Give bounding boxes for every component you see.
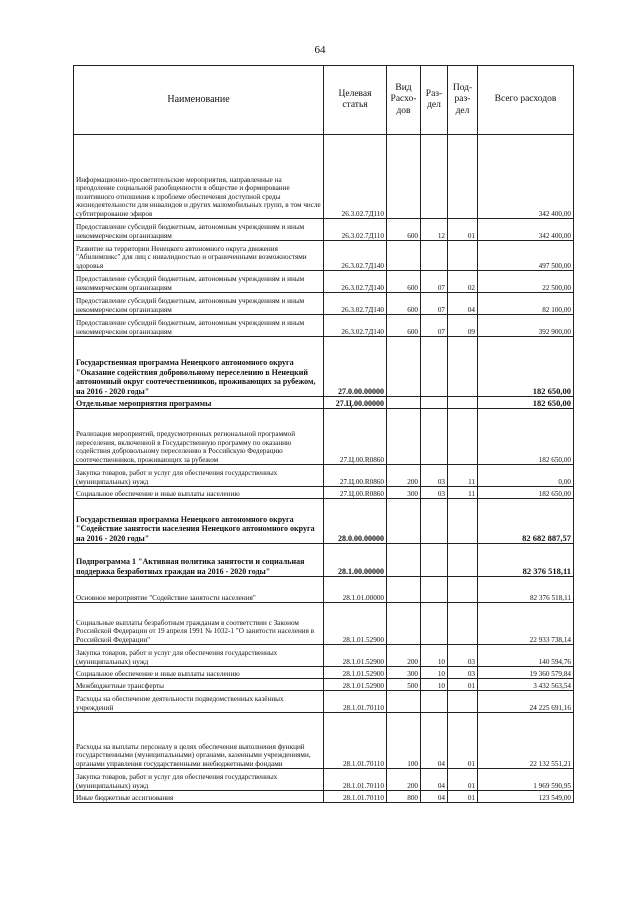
row-name: Закупка товаров, работ и услуг для обеспечения государственных (муниципальных) нужд [74, 465, 324, 487]
row-name: Закупка товаров, работ и услуг для обеспечения государственных (муниципальных) нужд [74, 645, 324, 667]
row-expense-type [387, 603, 421, 645]
row-expense-type: 600 [387, 271, 421, 293]
row-section: 07 [421, 315, 448, 337]
table-row [74, 691, 574, 713]
row-subsection [448, 603, 478, 645]
row-target-code: 28.1.01.00000 [324, 577, 387, 603]
table-row [74, 791, 574, 803]
row-section: 12 [421, 219, 448, 241]
row-target-code: 28.0.00.00000 [324, 499, 387, 544]
table-row [74, 679, 574, 691]
table-row [74, 409, 574, 465]
row-subsection [448, 409, 478, 465]
row-total: 82 376 518,11 [478, 544, 574, 577]
row-name: Расходы на обеспечение деятельности подведомственных казённых учреждений [74, 691, 324, 713]
row-subsection: 11 [448, 487, 478, 499]
row-target-code: 26.3.02.7Д110 [324, 135, 387, 219]
row-section: 07 [421, 293, 448, 315]
row-target-code: 26.3.02.7Д140 [324, 241, 387, 271]
row-expense-type [387, 397, 421, 409]
row-total: 19 360 579,84 [478, 667, 574, 679]
row-name: Отдельные мероприятия программы [74, 397, 324, 409]
header-target: Целевая статья [324, 66, 387, 135]
row-name: Предоставление субсидий бюджетным, автономным учреждениям и иным некоммерческим организациям [74, 315, 324, 337]
row-subsection [448, 499, 478, 544]
table-row [74, 465, 574, 487]
row-total: 22 500,00 [478, 271, 574, 293]
row-total: 182 650,00 [478, 337, 574, 397]
row-expense-type: 600 [387, 315, 421, 337]
table-row [74, 577, 574, 603]
table-row [74, 397, 574, 409]
row-target-code: 27.0.00.00000 [324, 337, 387, 397]
table-row [74, 487, 574, 499]
row-target-code: 27.Ц.00.00000 [324, 397, 387, 409]
row-subsection: 04 [448, 293, 478, 315]
header-total: Всего расходов [478, 66, 574, 135]
row-expense-type [387, 241, 421, 271]
row-section: 10 [421, 667, 448, 679]
row-subsection: 01 [448, 713, 478, 769]
row-total: 82 376 518,11 [478, 577, 574, 603]
row-subsection [448, 577, 478, 603]
row-total: 22 933 738,14 [478, 603, 574, 645]
row-total: 1 969 590,95 [478, 769, 574, 791]
row-target-code: 27.Ц.00.R0860 [324, 487, 387, 499]
row-target-code: 28.1.01.52900 [324, 645, 387, 667]
row-target-code: 26.3.02.7Д140 [324, 315, 387, 337]
row-subsection: 02 [448, 271, 478, 293]
row-subsection: 09 [448, 315, 478, 337]
row-total: 22 132 551,21 [478, 713, 574, 769]
row-subsection [448, 544, 478, 577]
row-section [421, 499, 448, 544]
row-target-code: 27.Ц.00.R0860 [324, 465, 387, 487]
row-total: 140 594,76 [478, 645, 574, 667]
row-expense-type [387, 577, 421, 603]
row-expense-type: 200 [387, 465, 421, 487]
row-total: 392 900,00 [478, 315, 574, 337]
row-subsection [448, 337, 478, 397]
table-body [74, 135, 574, 803]
row-target-code: 28.1.01.52900 [324, 679, 387, 691]
row-target-code: 28.1.01.52900 [324, 603, 387, 645]
row-target-code: 28.1.01.70110 [324, 691, 387, 713]
row-section: 04 [421, 713, 448, 769]
table-row [74, 499, 574, 544]
row-section [421, 544, 448, 577]
row-subsection [448, 241, 478, 271]
row-expense-type [387, 691, 421, 713]
row-name: Предоставление субсидий бюджетным, автономным учреждениям и иным некоммерческим организациям [74, 271, 324, 293]
row-name: Социальное обеспечение и иные выплаты населению [74, 487, 324, 499]
row-target-code: 26.3.02.7Д140 [324, 271, 387, 293]
row-name: Предоставление субсидий бюджетным, автономным учреждениям и иным некоммерческим организациям [74, 219, 324, 241]
header-section: Раз-дел [421, 66, 448, 135]
row-expense-type: 200 [387, 645, 421, 667]
row-section [421, 409, 448, 465]
row-name: Подпрограмма 1 "Активная политика занятости и социальная поддержка безработных граждан на 2016 - 2020 годы" [74, 544, 324, 577]
row-target-code: 28.1.01.52900 [324, 667, 387, 679]
row-section: 04 [421, 769, 448, 791]
table-row [74, 219, 574, 241]
row-subsection: 11 [448, 465, 478, 487]
row-name: Государственная программа Ненецкого автономного округа "Оказание содействия добровольному переселению в Ненецкий автономный округ соотечественников, проживающих за рубежом, на 2016 - 2020 годы" [74, 337, 324, 397]
header-subsection: Под-раз-дел [448, 66, 478, 135]
header-type: Вид Расхо-дов [387, 66, 421, 135]
row-target-code: 28.1.01.70110 [324, 769, 387, 791]
row-expense-type: 100 [387, 713, 421, 769]
row-target-code: 28.1.01.70110 [324, 713, 387, 769]
row-expense-type: 300 [387, 667, 421, 679]
table-row [74, 241, 574, 271]
row-name: Иные бюджетные ассигнования [74, 791, 324, 803]
row-target-code: 28.1.01.70110 [324, 791, 387, 803]
row-name: Социальные выплаты безработным гражданам в соответствии с Законом Российской Федерации от 19 апреля 1991 № 1032-1 "О занятости населения в Российской Федерации" [74, 603, 324, 645]
row-expense-type: 800 [387, 791, 421, 803]
table-row [74, 544, 574, 577]
row-section: 03 [421, 487, 448, 499]
row-expense-type [387, 499, 421, 544]
row-total: 182 650,00 [478, 397, 574, 409]
table-header-row [74, 66, 574, 135]
row-subsection [448, 691, 478, 713]
row-expense-type [387, 409, 421, 465]
row-total: 3 432 563,54 [478, 679, 574, 691]
row-name: Расходы на выплаты персоналу в целях обеспечения выполнения функций государственными (муниципальными) органами, казенными учреждениями, органами управления государственными внебюджетными фондами [74, 713, 324, 769]
table-row [74, 315, 574, 337]
row-expense-type [387, 337, 421, 397]
row-target-code: 26.3.02.7Д140 [324, 293, 387, 315]
budget-table [73, 65, 574, 803]
table-row [74, 293, 574, 315]
row-target-code: 28.1.00.00000 [324, 544, 387, 577]
row-subsection: 01 [448, 791, 478, 803]
row-expense-type: 300 [387, 487, 421, 499]
row-total: 82 682 887,57 [478, 499, 574, 544]
table-row [74, 713, 574, 769]
row-name: Государственная программа Ненецкого автономного округа "Содействие занятости населения Ненецкого автономного округа на 2016 - 2020 годы" [74, 499, 324, 544]
row-total: 82 100,00 [478, 293, 574, 315]
table-row [74, 645, 574, 667]
row-section [421, 577, 448, 603]
row-subsection: 01 [448, 219, 478, 241]
row-expense-type: 500 [387, 679, 421, 691]
table-row [74, 135, 574, 219]
row-section: 10 [421, 645, 448, 667]
row-total: 497 500,00 [478, 241, 574, 271]
row-section: 03 [421, 465, 448, 487]
row-expense-type [387, 544, 421, 577]
row-target-code: 27.Ц.00.R0860 [324, 409, 387, 465]
row-expense-type: 200 [387, 769, 421, 791]
row-total: 342 400,00 [478, 135, 574, 219]
row-name: Информационно-просветительские мероприятия, направленные на преодоление социальной разобщенности в обществе и формирование позитивного отношения к проблеме обеспечения доступной среды жизнедеятельности для инвалидов и других маломобильных групп, в том числе субтитрирование эфиров [74, 135, 324, 219]
page-number: 64 [314, 44, 326, 56]
row-name: Закупка товаров, работ и услуг для обеспечения государственных (муниципальных) нужд [74, 769, 324, 791]
row-name: Социальное обеспечение и иные выплаты населению [74, 667, 324, 679]
row-subsection [448, 397, 478, 409]
row-subsection [448, 135, 478, 219]
row-target-code: 26.3.02.7Д110 [324, 219, 387, 241]
row-name: Межбюджетные трансферты [74, 679, 324, 691]
row-section [421, 241, 448, 271]
row-section [421, 337, 448, 397]
header-name: Наименование [74, 66, 324, 135]
table-row [74, 271, 574, 293]
row-subsection: 01 [448, 679, 478, 691]
row-section: 07 [421, 271, 448, 293]
row-expense-type: 600 [387, 293, 421, 315]
row-total: 24 225 691,16 [478, 691, 574, 713]
row-section: 04 [421, 791, 448, 803]
row-subsection: 03 [448, 645, 478, 667]
row-total: 342 400,00 [478, 219, 574, 241]
row-section [421, 135, 448, 219]
row-expense-type: 600 [387, 219, 421, 241]
table-row [74, 603, 574, 645]
row-section [421, 691, 448, 713]
row-subsection: 03 [448, 667, 478, 679]
row-total: 182 650,00 [478, 409, 574, 465]
table-row [74, 337, 574, 397]
row-name: Реализация мероприятий, предусмотренных региональной программой переселения, включенной в Государственную программу по оказанию содействия добровольному переселению в Российскую Федерацию соотечественников, проживающих за рубежом [74, 409, 324, 465]
table-row [74, 769, 574, 791]
row-section [421, 397, 448, 409]
row-name: Основное мероприятие "Содействие занятости населения" [74, 577, 324, 603]
row-total: 0,00 [478, 465, 574, 487]
row-name: Предоставление субсидий бюджетным, автономным учреждениям и иным некоммерческим организациям [74, 293, 324, 315]
row-total: 123 549,00 [478, 791, 574, 803]
row-expense-type [387, 135, 421, 219]
row-section [421, 603, 448, 645]
table-row [74, 667, 574, 679]
row-section: 10 [421, 679, 448, 691]
row-subsection: 01 [448, 769, 478, 791]
row-name: Развитие на территории Ненецкого автономного округа движения "Абилимпикс" для лиц с инвалидностью и ограниченными возможностями здоровья [74, 241, 324, 271]
row-total: 182 650,00 [478, 487, 574, 499]
